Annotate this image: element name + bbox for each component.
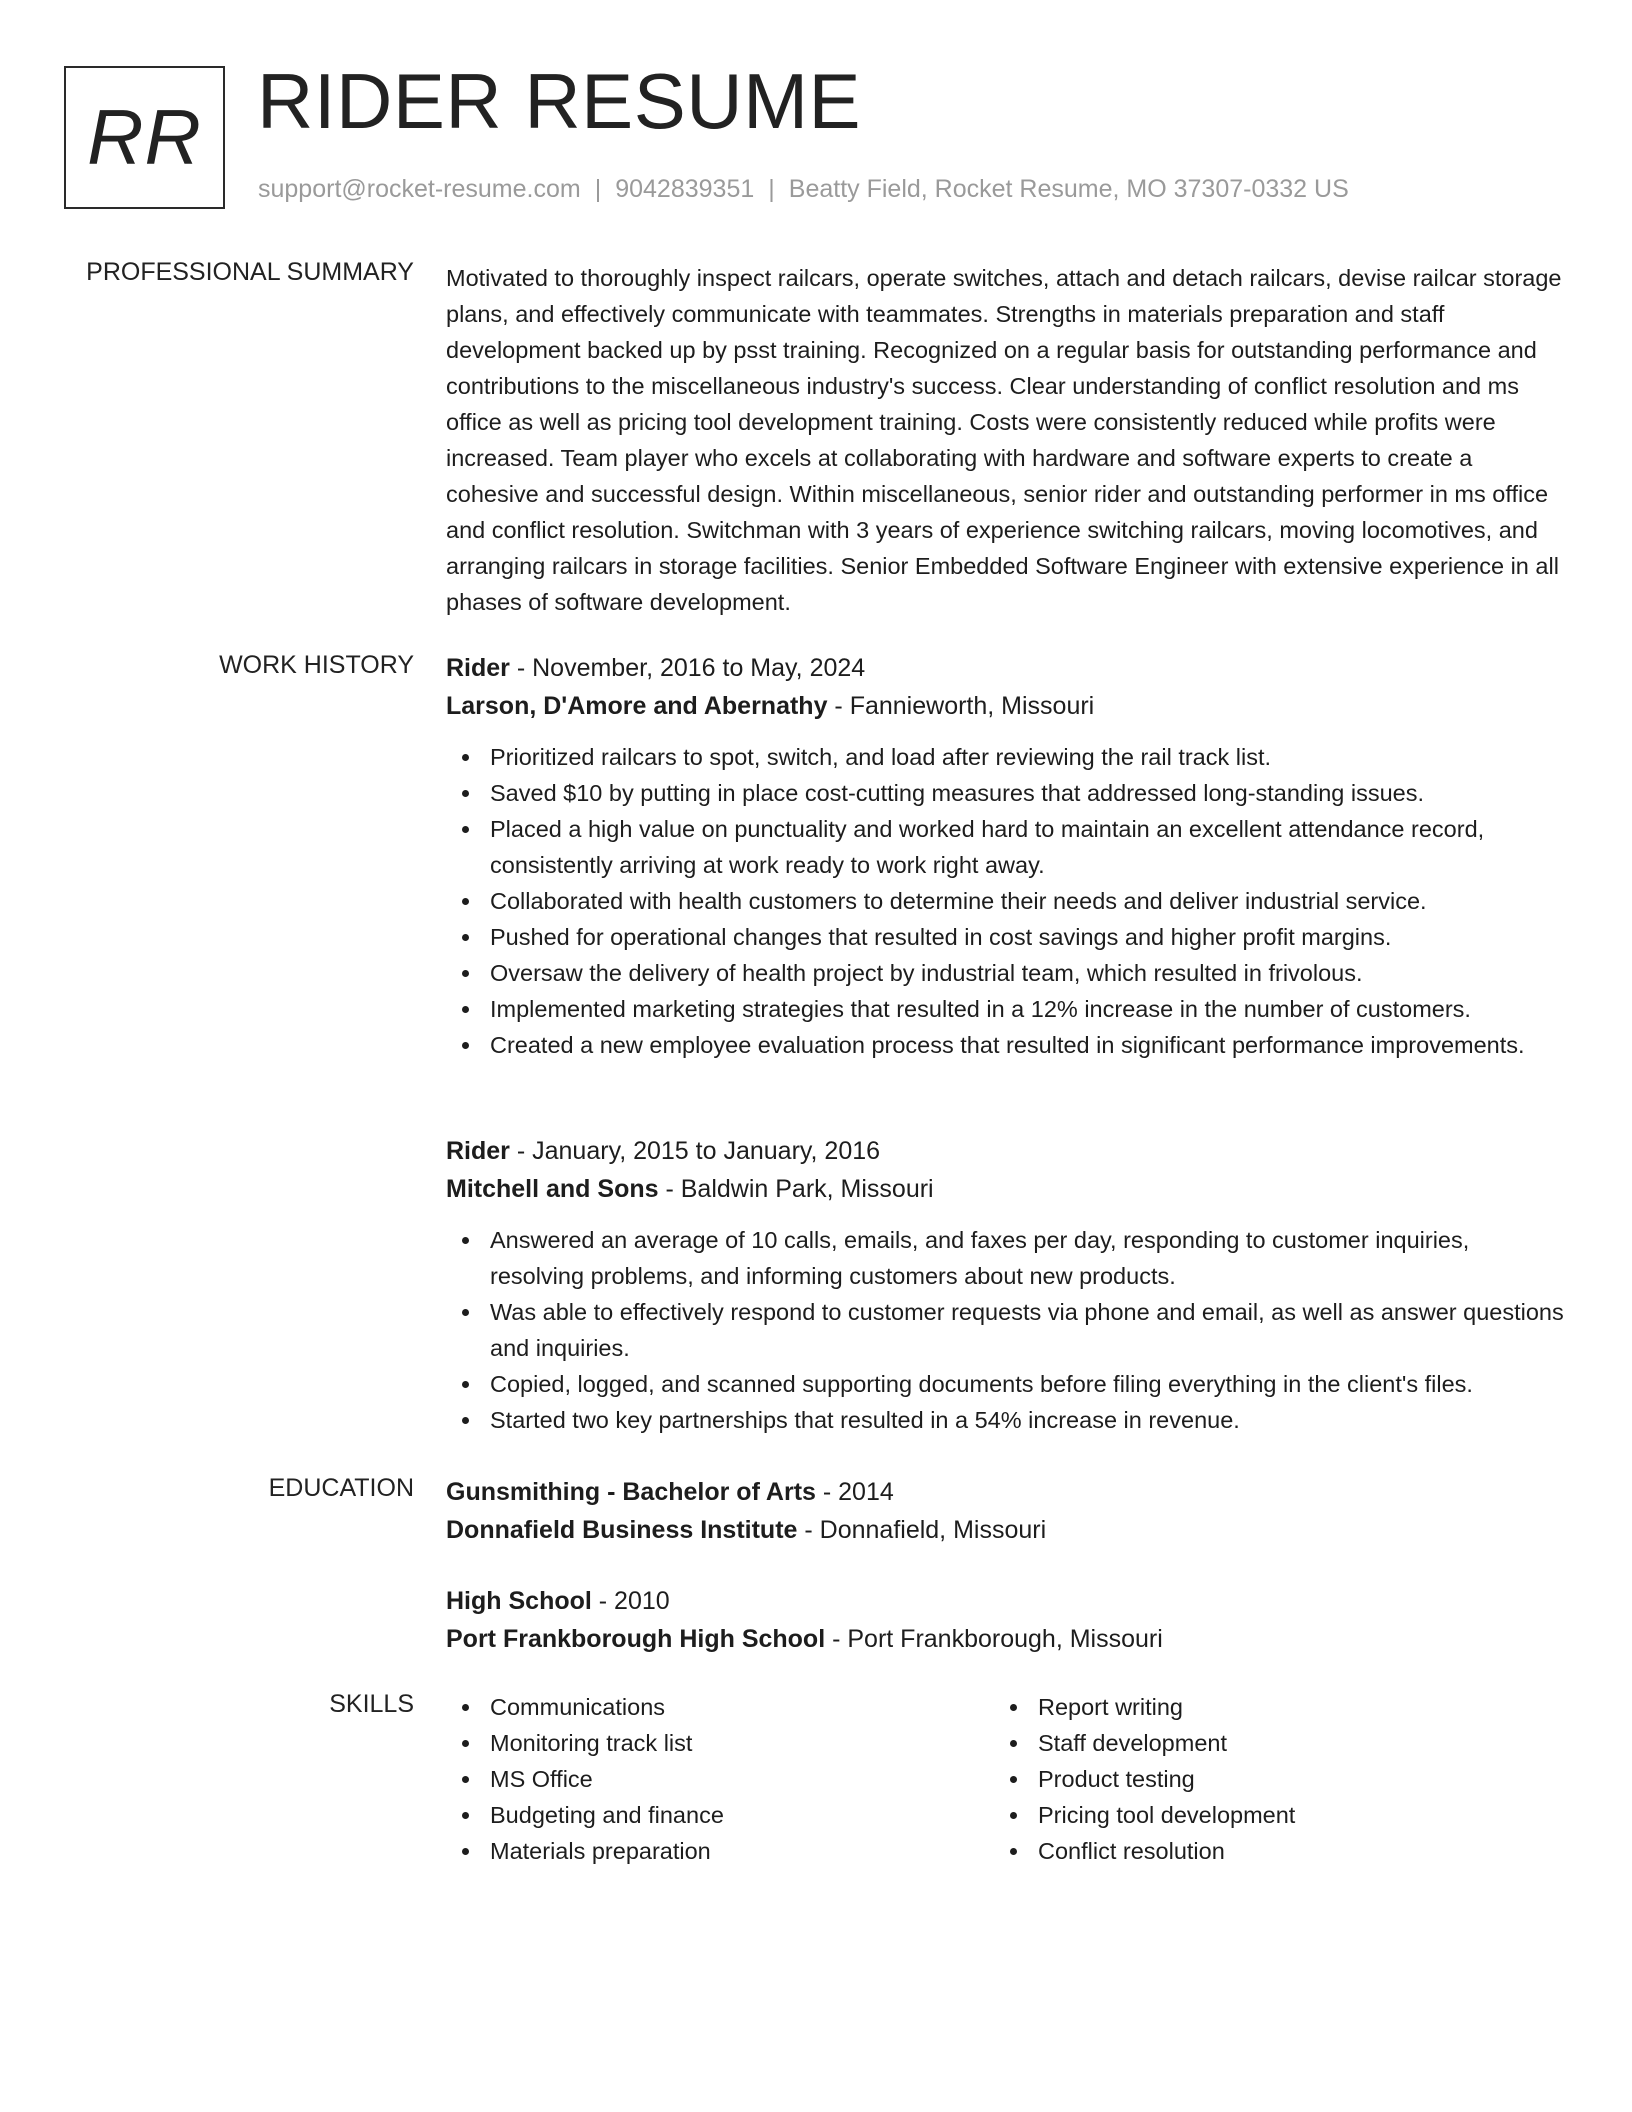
job-entry <box>446 1132 1566 1438</box>
job-company-line <box>446 687 1566 725</box>
skills-column <box>446 1689 994 1869</box>
list-item: Implemented marketing strategies that resulted in a 12% increase in the number of customers. <box>446 991 1566 1027</box>
list-item: Copied, logged, and scanned supporting documents before filing everything in the client's files. <box>446 1366 1566 1402</box>
list-item: Started two key partnerships that resulted in a 54% increase in revenue. <box>446 1402 1566 1438</box>
education-degree-line <box>446 1582 1566 1620</box>
monogram-box <box>64 66 225 209</box>
list-item: Pushed for operational changes that resulted in cost savings and higher profit margins. <box>446 919 1566 955</box>
education-year: - 2014 <box>815 1478 894 1506</box>
skill-item: Conflict resolution <box>994 1833 1542 1869</box>
job-bullets <box>446 1222 1566 1438</box>
education-school-line <box>446 1620 1566 1658</box>
skill-item: Monitoring track list <box>446 1725 994 1761</box>
list-item: Oversaw the delivery of health project by industrial team, which resulted in frivolous. <box>446 955 1566 991</box>
list-item: Placed a high value on punctuality and worked hard to maintain an excellent attendance record, consistently arriving at work ready to work right away. <box>446 811 1566 883</box>
contact-address: Beatty Field, Rocket Resume, MO 37307-0332 US <box>788 175 1349 203</box>
education-year: - 2010 <box>591 1587 670 1615</box>
job-title-line <box>446 649 1566 687</box>
education-entry <box>446 1473 1566 1549</box>
education-location: - Port Frankborough, Missouri <box>825 1625 1163 1653</box>
job-company: Mitchell and Sons <box>446 1175 659 1203</box>
list-item: Created a new employee evaluation process that resulted in significant performance improvements. <box>446 1027 1566 1063</box>
job-title-line <box>446 1132 1566 1170</box>
education-location: - Donnafield, Missouri <box>797 1516 1047 1544</box>
job-title: Rider <box>446 654 510 682</box>
job-title: Rider <box>446 1137 510 1165</box>
contact-phone: 9042839351 <box>615 175 755 203</box>
section-label-summary: PROFESSIONAL SUMMARY <box>86 258 414 286</box>
summary-text: Motivated to thoroughly inspect railcars, operate switches, attach and detach railcars, devise railcar storage plans, and effectively communicate with teammates. Strengths in materials preparation and staff development backed up by psst training. Recognized on a regular basis for outstanding performance and contributions to the miscellaneous industry's success. Clear understanding of conflict resolution and ms office as well as pricing tool development training. Costs were consistently reduced while profits were increased. Team player who excels at collaborating with hardware and software experts to create a cohesive and successful design. Within miscellaneous, senior rider and outstanding performer in ms office and conflict resolution. Switchman with 3 years of experience switching railcars, moving locomotives, and arranging railcars in storage facilities. Senior Embedded Software Engineer with extensive experience in all phases of software development. <box>446 265 1562 615</box>
list-item: Collaborated with health customers to determine their needs and deliver industrial service. <box>446 883 1566 919</box>
list-item: Answered an average of 10 calls, emails, and faxes per day, responding to customer inquiries, resolving problems, and informing customers about new products. <box>446 1222 1566 1294</box>
skill-item: MS Office <box>446 1761 994 1797</box>
skill-item: Product testing <box>994 1761 1542 1797</box>
education-school: Port Frankborough High School <box>446 1625 826 1653</box>
job-company-line <box>446 1170 1566 1208</box>
job-location: - Fannieworth, Missouri <box>827 692 1095 720</box>
contact-separator: | <box>594 175 602 203</box>
skill-item: Communications <box>446 1689 994 1725</box>
skills-grid <box>446 1689 1566 1869</box>
list-item: Was able to effectively respond to customer requests via phone and email, as well as answer questions and inquiries. <box>446 1294 1566 1366</box>
section-label-work-history: WORK HISTORY <box>219 651 414 679</box>
job-location: - Baldwin Park, Missouri <box>658 1175 934 1203</box>
education-school: Donnafield Business Institute <box>446 1516 798 1544</box>
education-degree: Gunsmithing - Bachelor of Arts <box>446 1478 816 1506</box>
skill-item: Pricing tool development <box>994 1797 1542 1833</box>
monogram-initials: RR <box>87 93 202 181</box>
section-label-education: EDUCATION <box>268 1474 414 1502</box>
job-entry <box>446 649 1566 1063</box>
education-school-line <box>446 1511 1566 1549</box>
job-bullets <box>446 739 1566 1063</box>
section-label-skills: SKILLS <box>329 1690 414 1718</box>
contact-separator: | <box>768 175 775 203</box>
list-item: Prioritized railcars to spot, switch, and load after reviewing the rail track list. <box>446 739 1566 775</box>
skill-item: Materials preparation <box>446 1833 994 1869</box>
list-item: Saved $10 by putting in place cost-cutting measures that addressed long-standing issues. <box>446 775 1566 811</box>
skills-column <box>994 1689 1542 1869</box>
education-degree: High School <box>446 1587 592 1615</box>
education-degree-line <box>446 1473 1566 1511</box>
job-company: Larson, D'Amore and Abernathy <box>446 692 828 720</box>
contact-email: support@rocket-resume.com <box>258 175 581 203</box>
resume-name: RIDER RESUME <box>257 57 862 145</box>
job-dates: - January, 2015 to January, 2016 <box>509 1137 881 1165</box>
education-entry <box>446 1582 1566 1658</box>
skill-item: Report writing <box>994 1689 1542 1725</box>
skill-item: Staff development <box>994 1725 1542 1761</box>
job-dates: - November, 2016 to May, 2024 <box>509 654 866 682</box>
skill-item: Budgeting and finance <box>446 1797 994 1833</box>
contact-line <box>258 175 1349 204</box>
